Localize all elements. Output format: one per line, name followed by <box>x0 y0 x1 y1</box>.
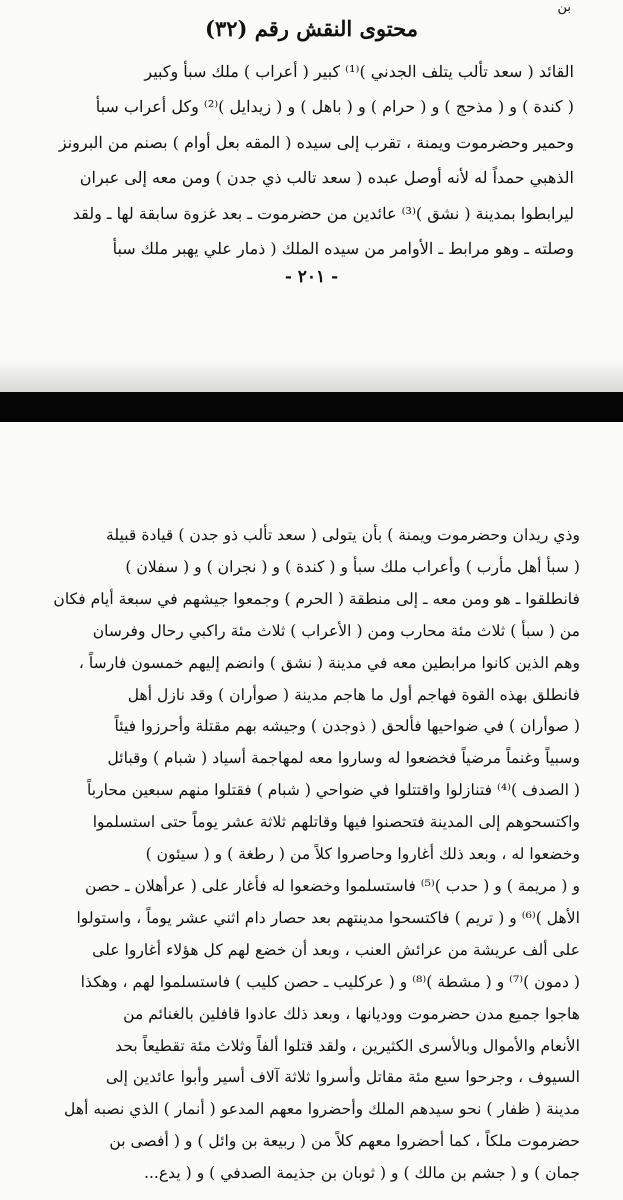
text-line: الذهبي حمداً له لأنه أوصل عبده ( سعد تالب ذي جدن ) ومن معه إلى عبران <box>79 168 574 188</box>
text-line: وهم الذين كانوا مرابطين معه في مدينة ( نشق ) وانضم إليهم خمسون فارساً ، <box>78 653 580 672</box>
page-number: - ٢٠١ - <box>284 267 339 287</box>
text-line: فانطلقوا ـ هو ومن معه ـ إلى منطقة ( الحرم ) وجمعوا جيشهم في سبعة أيام فكان <box>53 589 580 608</box>
text-line: مدينة ( ظفار ) نحو سيدهم الملك وأحضروا معهم المدعو ( أنمار ) الذي نصبه أهل <box>64 1100 580 1119</box>
text-line: جمان ) و ( جشم بن مالك ) و ( ثوبان بن جذيمة الصدفي ) و ( يدع... <box>144 1164 580 1183</box>
book-page-top <box>0 0 623 392</box>
text-line: وذي ريدان وحضرموت ويمنة ) بأن يتولى ( سعد تألب ذو جدن ) قيادة قبيلة <box>106 526 580 544</box>
text-line: و ( مريمة ) و ( حدب )⁽⁵⁾ فاستسلموا وخضعوا له فأغار على ( عرأهلان ـ حصن <box>85 876 580 895</box>
text-line: ( سبأ أهل مأرب ) وأعراب ملك سبأ و ( كندة ) و ( نجران ) و ( سفلان ) <box>125 557 580 576</box>
text-line: وسبياً وغنماً مرضياً فخضعوا له وساروا معه لمهاجمة أسياد ( شبام ) وقبائل <box>107 749 580 768</box>
text-line: السيوف ، وجرحوا سبع مئة مقاتل وأسروا ثلاثة آلاف أسير وأبوا عائدين إلى <box>105 1068 580 1087</box>
text-line: هاجوا جميع مدن حضرموت ووديانها ، وبعد ذلك عادوا قافلين بالغنائم من <box>123 1004 580 1023</box>
text-line: ( صوأران ) في ضواحيها فألحق ( ذوجدن ) وجيشه بهم مقتلة وأحرزوا فيئاً <box>114 717 580 736</box>
text-line: الأهل )⁽⁶⁾ و ( تريم ) فاكتسحوا مدينتهم بعد حصار دام اثني عشر يوماً ، واستولوا <box>76 908 580 927</box>
text-line: ليرابطوا بمدينة ( نشق )⁽³⁾ عائدين من حضرموت ـ بعد غزوة سابقة لها ـ ولقد <box>72 203 574 223</box>
text-line: وحمير وحضرموت ويمنة ، تقرب إلى سيده ( المقه بعل أوام ) بصنم من البرونز <box>58 132 574 152</box>
text-line: حضرموت ملكاً ، كما أحضروا معهم كلاً من ( ربيعة بن وائل ) و ( أفصى بن <box>109 1132 580 1151</box>
bottom-paragraph <box>44 520 580 1190</box>
top-paragraph <box>46 54 574 266</box>
page-divider-band <box>0 392 623 422</box>
page-edge-shadow <box>0 360 623 392</box>
text-line: وخضعوا له ، وبعد ذلك أغاروا وحاصروا كلاً من ( رطغة ) و ( سيئون ) <box>145 845 580 864</box>
text-line: واكتسحوهم إلى المدينة فتحصنوا فيها وقاتلهم ثلاثة عشر يوماً حتى استسلموا <box>92 813 580 832</box>
text-line: القائد ( سعد تألب يتلف الجدني )⁽¹⁾ كبير ( أعراب ) ملك سبأ وكبير <box>144 62 574 81</box>
text-line: ( كندة ) و ( مذحج ) و ( حرام ) و ( باهل ) و ( زيدايل )⁽²⁾ وكل أعراب سبأ <box>95 97 574 117</box>
text-line: ( دمون )⁽⁷⁾ و ( مشطة )⁽⁸⁾ و ( عركليب ـ حصن كليب ) فاستسلموا لهم ، وهكذا <box>80 972 580 991</box>
text-line: ( الصدف )⁽⁴⁾ فتنازلوا واقتتلوا في ضواحي ( شبام ) فقتلوا منهم سبعين محارباً <box>86 781 580 800</box>
text-line: فانطلق بهذه القوة فهاجم أول ما هاجم مدينة ( صوأران ) وقد نازل أهل <box>127 685 580 704</box>
text-line: من ( سبأ ) ثلاث مئة محارب ومن ( الأعراب ) ثلاث مئة راكبي رحال وفرسان <box>92 621 580 640</box>
text-line: على ألف عريشة من عرائش العنب ، وبعد أن خضع لهم كل هؤلاء أغاروا على <box>92 940 580 959</box>
inscription-title: محتوى النقش رقم (٣٢) <box>205 16 418 41</box>
page-corner-text: بن <box>557 0 571 15</box>
text-line: وصلته ـ وهو مرابط ـ الأوامر من سيده الملك ( ذمار علي يهبر ملك سبأ <box>112 239 574 259</box>
text-line: الأنعام والأموال وبالأسرى الكثيرين ، ولقد قتلوا ألفاً وثلاث مئة تقطيعاً بحد <box>115 1036 580 1055</box>
